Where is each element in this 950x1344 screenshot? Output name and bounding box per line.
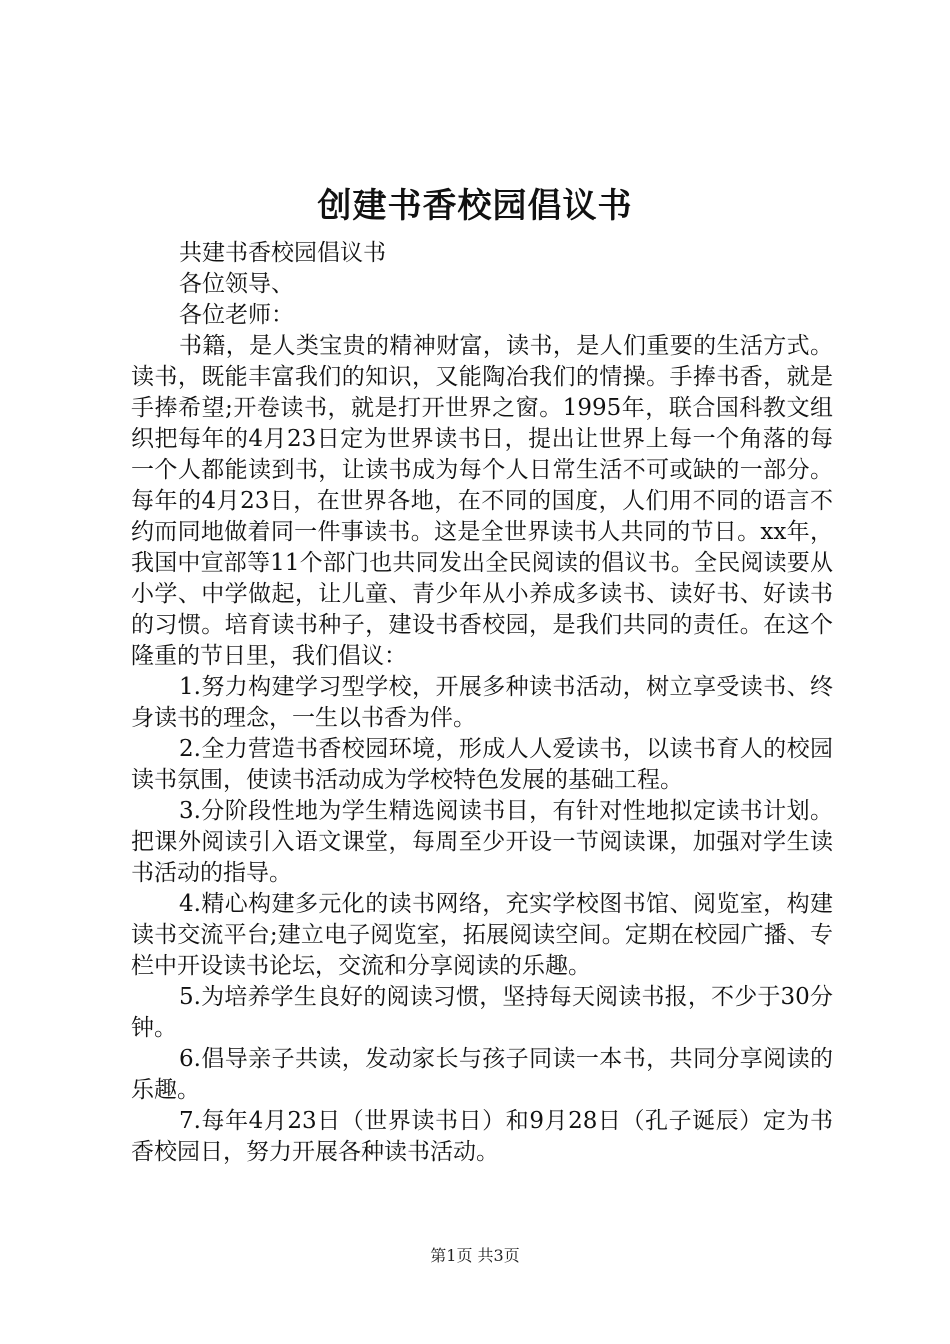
salutation-leaders: 各位领导、 (179, 271, 294, 297)
intro-paragraph: 书籍，是人类宝贵的精神财富，读书，是人们重要的生活方式。读书，既能丰富我们的知识，又能陶冶我们的情操。手捧书香，就是手捧希望;开卷读书，就是打开世界之窗。1995年，联合国科教文组织把每年的4月23日定为世界读书日，提出让世界上每一个角落的每一个人都能读到书，让读书成为每个人日常生活不可或缺的一部分。每年的4月23日，在世界各地，在不同的国度，人们用不同的语言不约而同地做着同一件事读书。这是全世界读书人共同的节日。xx年，我国中宣部等11个部门也共同发出全民阅读的倡议书。全民阅读要从小学、中学做起，让儿童、青少年从小养成多读书、读好书、好读书的习惯。培育读书种子，建设书香校园，是我们共同的责任。在这个隆重的节日里，我们倡议： (131, 333, 833, 669)
proposal-item-4: 4.精心构建多元化的读书网络，充实学校图书馆、阅览室，构建读书交流平台;建立电子阅览室，拓展阅读空间。定期在校园广播、专栏中开设读书论坛，交流和分享阅读的乐趣。 (131, 891, 833, 979)
proposal-item-5: 5.为培养学生良好的阅读习惯，坚持每天阅读书报，不少于30分钟。 (131, 984, 833, 1041)
proposal-item-3: 3.分阶段性地为学生精选阅读书目，有针对性地拟定读书计划。把课外阅读引入语文课堂，每周至少开设一节阅读课，加强对学生读书活动的指导。 (131, 798, 833, 886)
document-body (131, 238, 833, 1168)
subtitle-line: 共建书香校园倡议书 (179, 240, 386, 266)
proposal-item-2: 2.全力营造书香校园环境，形成人人爱读书，以读书育人的校园读书氛围，使读书活动成为学校特色发展的基础工程。 (131, 736, 833, 793)
page-number-footer: 第1页 共3页 (430, 1246, 520, 1265)
proposal-item-7: 7.每年4月23日（世界读书日）和9月28日（孔子诞辰）定为书香校园日，努力开展各种读书活动。 (131, 1108, 833, 1165)
proposal-item-1: 1.努力构建学习型学校，开展多种读书活动，树立享受读书、终身读书的理念，一生以书香为伴。 (131, 674, 833, 731)
document-title: 创建书香校园倡议书 (317, 186, 633, 226)
proposal-item-6: 6.倡导亲子共读，发动家长与孩子同读一本书，共同分享阅读的乐趣。 (131, 1046, 833, 1103)
salutation-teachers: 各位老师： (179, 302, 294, 328)
